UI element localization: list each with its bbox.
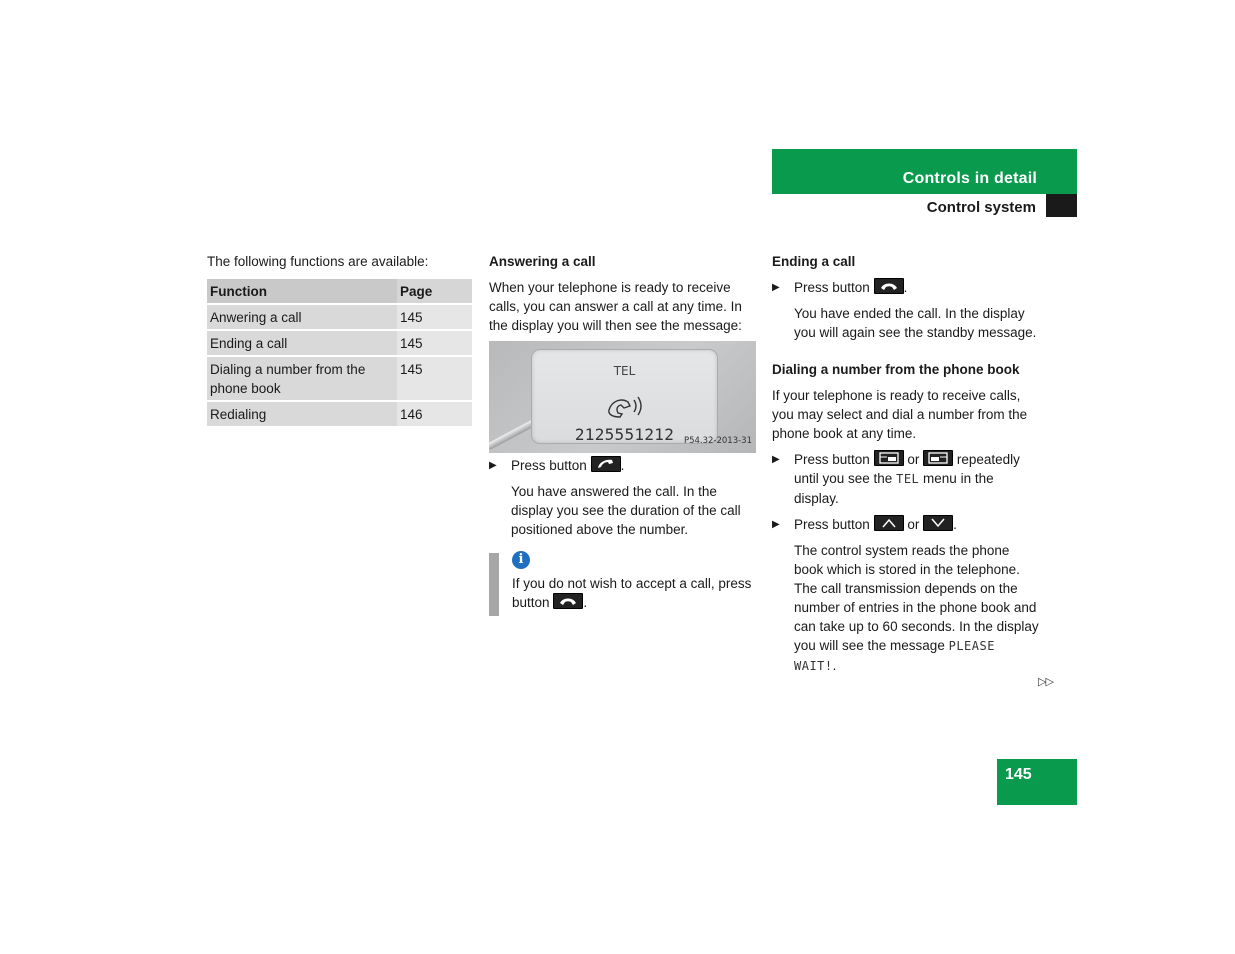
dialing-paragraph: If your telephone is ready to receive calls, you may select and dial a number from the phone book at any time. [772,388,1028,441]
dialing-heading: Dialing a number from the phone book [772,362,1020,377]
continued-icon: ▷▷ [1038,676,1053,688]
arrow-down-icon [923,515,953,531]
bullet-triangle-icon: ▶ [772,454,780,465]
bullet-triangle-icon: ▶ [772,519,780,530]
dialing-step-1 [772,450,1040,508]
table-cell-page: 145 [397,330,472,356]
lcd-tel-label: TEL [613,364,636,378]
ending-heading: Ending a call [772,254,856,269]
image-code: P54.32-2013-31 [683,436,752,446]
dialing-step2-or: or [907,517,920,532]
dialing-step1-text: Press button [794,452,870,467]
bullet-triangle-icon: ▶ [489,460,497,471]
page-number: 145 [1005,766,1032,783]
ringing-phone-icon [606,394,650,423]
lcd-screen [531,349,718,444]
page-number-box [997,759,1077,805]
call-end-icon [553,593,583,609]
functions-table [207,279,472,426]
table-header-page: Page [397,279,472,304]
dialing-step1-or: or [907,452,920,467]
call-answer-icon [591,456,621,472]
table-row [207,356,472,401]
answering-step-result: You have answered the call. In the display you see the duration of the call positioned above the number. [511,484,741,537]
table-row [207,330,472,356]
dialing-step1-text-b: repeatedly until you see the [794,452,1020,486]
section-marker [1046,194,1077,217]
lcd-number: 2125551212 [574,425,675,444]
ending-step-text: Press button [794,280,870,295]
info-icon: i [512,551,530,569]
ending-step: ▶ Press button . [772,280,908,295]
table-header-row [207,279,472,304]
ending-section [772,252,1040,676]
table-cell-function: Ending a call [207,330,397,356]
table-cell-function: Redialing [207,401,397,426]
dialing-step2-text: Press button [794,517,870,532]
dialing-step-2: ▶ Press button or . [772,517,957,532]
answering-paragraph: When your telephone is ready to receive calls, you can answer a call at any time. In the display you will then see the message: [489,280,742,333]
info-note: If you do not wish to accept a call, press button . [512,576,752,610]
table-cell-page: 146 [397,401,472,426]
table-header-function: Function [207,279,397,304]
ending-step-result: You have ended the call. In the display you will again see the standby message. [794,306,1037,340]
table-cell-function: Dialing a number from the phone book [207,356,397,401]
table-row [207,401,472,426]
dialing-step2-result: The control system reads the phone book which is stored in the telephone. The call transmission depends on the number of entries in the phone book and can take up to 60 seconds. In the display you will see the message PLEASE WAIT!. [794,543,1039,673]
answering-step: ▶ Press button . [489,458,625,473]
answering-step-text: Press button [511,458,587,473]
answering-steps [489,456,757,539]
info-text: If you do not wish to accept a call, press button [512,576,752,610]
menu-left-icon [874,450,904,466]
table-cell-page: 145 [397,356,472,401]
table-cell-function: Anwering a call [207,304,397,330]
dialing-step1-mono: TEL [896,472,920,486]
menu-right-icon [923,450,953,466]
table-row [207,304,472,330]
display-image [489,341,756,453]
dialing-step1-text-c: menu in the display. [794,471,994,506]
section-title-bar [772,194,1046,217]
intro-text: The following functions are available: [207,254,429,269]
table-cell-page: 145 [397,304,472,330]
arrow-up-icon [874,515,904,531]
chapter-title: Controls in detail [902,170,1037,187]
call-end-icon [874,278,904,294]
info-bar [489,553,499,616]
dialing-step2-mono: PLEASE WAIT! [794,639,995,673]
dialing-step2-result-text: The control system reads the phone book which is stored in the telephone. The call transmission depends on the number of entries in the phone book and can take up to 60 seconds. In the display you will see the message [794,543,1039,653]
bullet-triangle-icon: ▶ [772,282,780,293]
header-bar [772,149,1077,194]
answering-heading: Answering a call [489,254,596,269]
answering-section [489,252,757,335]
section-title: Control system [926,199,1036,216]
